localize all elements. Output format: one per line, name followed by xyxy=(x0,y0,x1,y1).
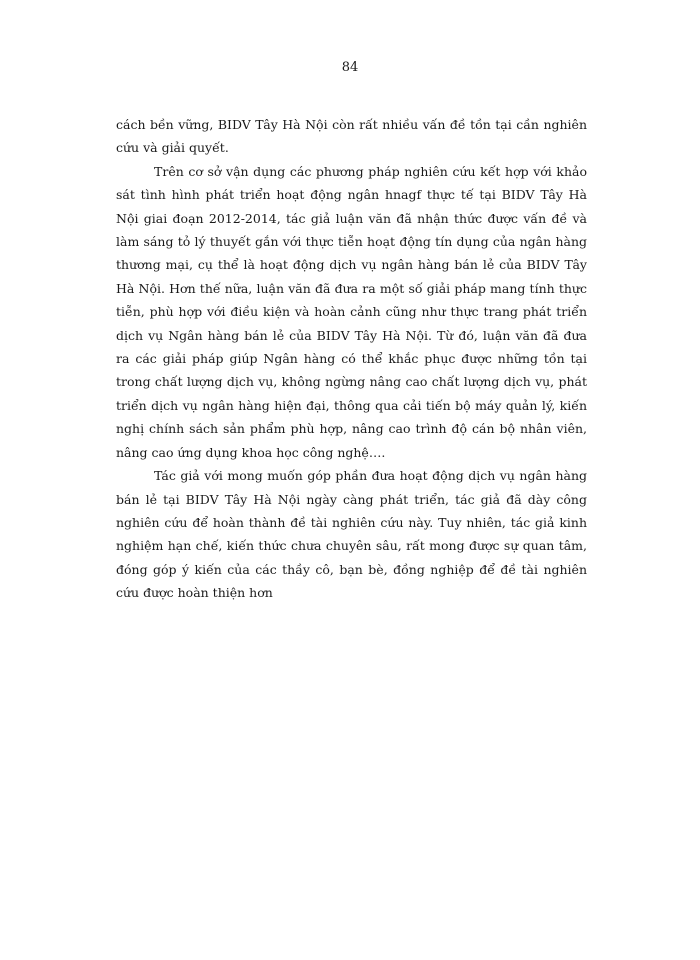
body-text xyxy=(116,113,587,605)
page-number: 84 xyxy=(341,60,359,75)
paragraph-summary: Trên cơ sở vận dụng các phương pháp nghiên cứu kết hợp với khảo sát tình hình phát triển hoạt động ngân hnagf thực tế tại BIDV Tây Hà Nội giai đoạn 2012-2014, tác giả luận văn đã nhận thức được vấn đề và làm sáng tỏ lý thuyết gắn với thực tiễn hoạt động tín dụng của ngân hàng thương mại, cụ thể là hoạt động dịch vụ ngân hàng bán lẻ của BIDV Tây Hà Nội. Hơn thế nữa, luận văn đã đưa ra một số giải pháp mang tính thực tiễn, phù hợp với điều kiện và hoàn cảnh cũng như thực trang phát triển dịch vụ Ngân hàng bán lẻ của BIDV Tây Hà Nội. Từ đó, luận văn đã đưa ra các giải pháp giúp Ngân hàng có thể khắc phục được những tồn tại trong chất lượng dịch vụ, không ngừng nâng cao chất lượng dịch vụ, phát triển dịch vụ ngân hàng hiện đại, thông qua cải tiến bộ máy quản lý, kiến nghị chính sách sản phẩm phù hợp, nâng cao trình độ cán bộ nhân viên, nâng cao ứng dụng khoa học công nghệ…. xyxy=(116,163,587,460)
paragraph-continuation: cách bền vững, BIDV Tây Hà Nội còn rất nhiều vấn đề tồn tại cần nghiên cứu và giải quyết. xyxy=(116,117,587,156)
paragraph-closing: Tác giả với mong muốn góp phần đưa hoạt động dịch vụ ngân hàng bán lẻ tại BIDV Tây Hà Nội ngày càng phát triển, tác giả đã dày công nghiên cứu để hoàn thành đề tài nghiên cứu này. Tuy nhiên, tác giả kinh nghiệm hạn chế, kiến thức chưa chuyên sâu, rất mong được sự quan tâm, đóng góp ý kiến của các thầy cô, bạn bè, đồng nghiệp để đề tài nghiên cứu được hoàn thiện hơn xyxy=(116,468,587,601)
